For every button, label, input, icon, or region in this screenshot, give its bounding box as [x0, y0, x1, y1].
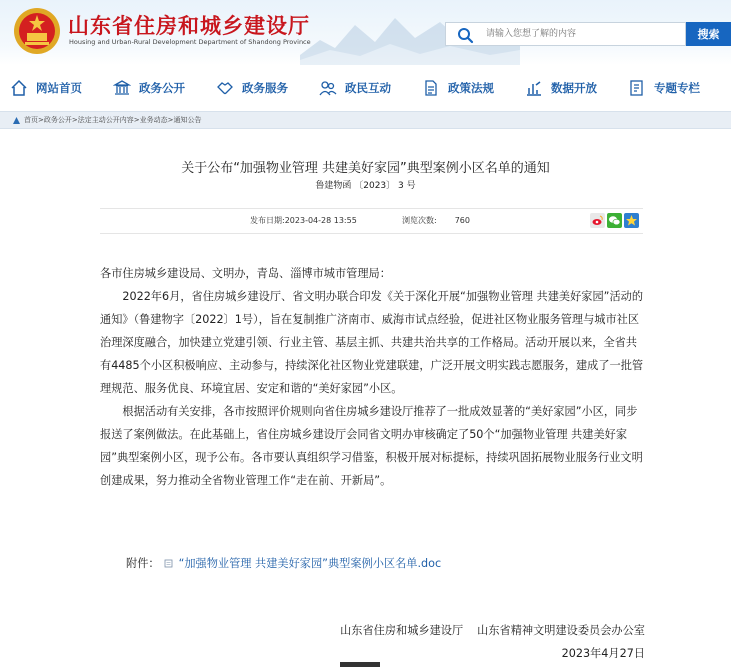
nav-item-public-interaction[interactable] [319, 77, 391, 99]
view-count-label: 浏览次数: [402, 216, 437, 225]
view-count-value: 760 [454, 216, 470, 225]
nav-item-government-services[interactable] [216, 77, 288, 99]
weibo-share-icon[interactable] [590, 213, 605, 228]
wechat-share-icon[interactable] [607, 213, 622, 228]
handshake-icon [216, 79, 234, 97]
favorite-star-icon[interactable] [624, 213, 639, 228]
government-building-icon [113, 79, 131, 97]
signature [0, 622, 645, 638]
location-triangle-icon [12, 116, 21, 125]
nav-item-label: 政民互动 [345, 81, 391, 95]
nav-item-policies[interactable] [422, 77, 494, 99]
special-column-icon [628, 79, 646, 97]
breadcrumb-text[interactable]: 首页>政务公开>法定主动公开内容>业务动态>通知公告 [24, 116, 202, 124]
article-title: 关于公布“加强物业管理 共建美好家园”典型案例小区名单的通知 [181, 161, 550, 176]
paragraph-2: 根据活动有关安排，各市按照评价规则向省住房城乡建设厅推荐了一批成效显著的“美好家园”小区，同步报送了案例做法。在此基础上，省住房城乡建设厅会同省文明办审核确定了50个“加强物业管理 共建美好家园”典型案例小区，现予公布。各市要认真组织学习借鉴，积极开展对标提标，持续巩固拓展物业服务行业文明创建成果，努力推动全省物业管理工作“走在前、开新局”。 [100, 405, 643, 487]
nav-item-special-column[interactable] [628, 77, 700, 99]
nav-item-open-data[interactable] [525, 77, 597, 99]
search-box [445, 22, 686, 46]
document-number: 鲁建物函 〔2023〕 3 号 [315, 181, 416, 191]
share-buttons [590, 213, 639, 228]
nav-item-label: 专题专栏 [654, 81, 700, 95]
search-icon [456, 26, 474, 44]
nav-item-government-affairs[interactable] [113, 77, 185, 99]
document-icon [422, 79, 440, 97]
article-body [100, 262, 645, 492]
view-count [402, 215, 470, 226]
nav-item-label: 网站首页 [36, 81, 82, 95]
attachment-link[interactable]: “加强物业管理 共建美好家园”典型案例小区名单.doc [178, 557, 442, 570]
site-header [0, 0, 731, 65]
site-title[interactable]: 山东省住房和城乡建设厅 [68, 14, 310, 38]
chat-people-icon [319, 79, 337, 97]
nav-item-home[interactable] [10, 77, 82, 99]
sign-date: 2023年4月27日 [561, 647, 645, 660]
signer-2: 山东省精神文明建设委员会办公室 [477, 624, 645, 637]
nav-item-label: 政策法规 [448, 81, 494, 95]
file-icon [164, 559, 173, 568]
main-nav [0, 73, 731, 103]
attachment-label: 附件： [126, 557, 160, 570]
breadcrumb [12, 115, 201, 125]
home-icon [10, 79, 28, 97]
national-emblem-icon [12, 6, 62, 56]
publish-date [250, 215, 357, 226]
search-input[interactable] [486, 25, 681, 43]
breadcrumb-bar [0, 111, 731, 129]
salutation: 各市住房城乡建设局、文明办，青岛、淄博市城市管理局： [100, 267, 391, 280]
search-button[interactable]: 搜索 [686, 22, 731, 46]
signer-1: 山东省住房和城乡建设厅 [340, 624, 464, 637]
nav-item-label: 政务公开 [139, 81, 185, 95]
paragraph-1: 2022年6月，省住房城乡建设厅、省文明办联合印发《关于深化开展“加强物业管理 共建美好家园”活动的通知》（鲁建物字〔2022〕1号），旨在复制推广济南市、威海市试点经验，促进社区物业服务管理与城市社区治理深度融合，加快建立党建引领、行业主管、基层主抓、共建共治共享的工作格局。活动开展以来，全省共有4485个小区积极响应、主动参与，持续深化社区物业党建联建，广泛开展文明实践志愿服务，建成了一批管理规范、服务优良、环境宜居、安定和谐的“美好家园”小区。 [100, 290, 644, 395]
publish-date-value: 2023-04-28 13:55 [284, 216, 357, 225]
bar-chart-icon [525, 79, 543, 97]
publish-date-label: 发布日期: [250, 216, 285, 225]
site-subtitle: Housing and Urban-Rural Development Department of Shandong Province [69, 38, 311, 46]
nav-item-label: 政务服务 [242, 81, 288, 95]
nav-item-label: 数据开放 [551, 81, 597, 95]
article-meta [100, 208, 643, 234]
page-bottom-bar [340, 662, 380, 667]
attachment [126, 555, 441, 571]
